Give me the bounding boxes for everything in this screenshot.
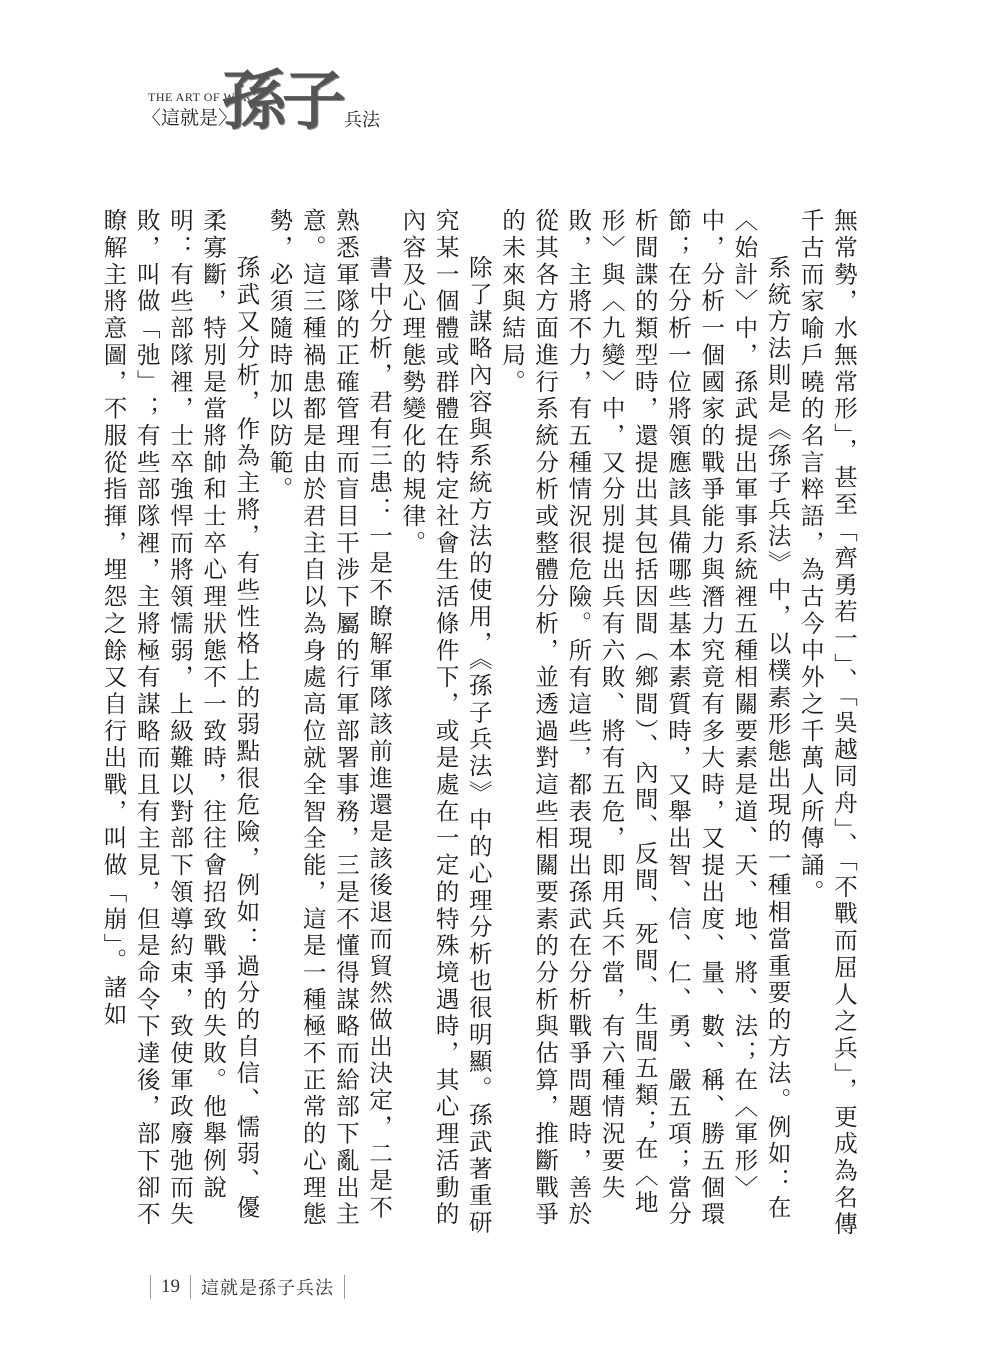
footer-divider-middle (190, 1275, 191, 1299)
page-body (99, 208, 860, 1240)
paragraph-3: 除了謀略內容與系統方法的使用，《孫子兵法》中的心理分析也很明顯。孫武著重研究某一個體或群體在特定社會生活條件下，或是處在一定的特殊境遇時，其心理活動的內容及心理態勢變化的規律。 (398, 208, 493, 1237)
running-title: 這就是孫子兵法 (201, 1278, 334, 1299)
book-logo (142, 62, 412, 152)
page-footer (140, 1272, 355, 1302)
logo-tail-title: 兵法 (344, 110, 380, 131)
paragraph-2: 系統方法則是《孫子兵法》中，以樸素形態出現的一種相當重要的方法。例如：在〈始計〉中，孫武提出軍事系統裡五種相關要素是道、天、地、將、法；在〈軍形〉中，分析一個國家的戰爭能力與潛力究竟有多大時，又提出度、量、數、稱、勝五個環節；在分析一位將領應該具備哪些基本素質時，又舉出智、信、仁、勇、嚴五項；當分析間諜的類型時，還提出其包括因間（鄉間）、內間、反間、死間、生間五類；在〈地形〉與〈九變〉中，又分別提出兵有六敗、將有五危，即用兵不當，有六種情況要失敗，主將不力，有五種情況很危險。所有這些，都表現出孫武在分析戰爭問題時，善於從其各方面進行系統分析或整體分析，並透過對這些相關要素的分析與估算，推斷戰爭的未來與結局。 (497, 208, 792, 1229)
logo-main-title: 孫子 (222, 64, 342, 139)
page-number: 19 (161, 1276, 180, 1297)
logo-english-title: THE ART OF WAR (148, 90, 252, 104)
footer-divider-right (344, 1275, 345, 1299)
paragraph-4: 書中分析，君有三患：一是不瞭解軍隊該前進還是該後退而貿然做出決定，二是不熟悉軍隊的正確管理而盲目干涉下屬的行軍部署事務，三是不懂得謀略而給部下亂出主意。這三種禍患都是由於君主自以為身處高位就全智全能，這是一種極不正常的心理態勢，必須隨時加以防範。 (265, 208, 394, 1229)
footer-divider-left (150, 1275, 151, 1299)
paragraph-1: 無常勢，水無常形」，甚至「齊勇若一」、「吳越同舟」、「不戰而屈人之兵」，更成為名傳千古而家喻戶曉的名言粹語，為古今中外之千萬人所傳誦。 (796, 208, 858, 1239)
logo-subtitle: 〈這就是〉 (142, 107, 238, 129)
paragraph-5: 孫武又分析，作為主將，有些性格上的弱點很危險，例如：過分的自信、懦弱、優柔寡斷，特別是當將帥和士卒心理狀態不一致時，往往會招致戰爭的失敗。他舉例說明：有些部隊裡，士卒強悍而將領懦弱，上級難以對部下領導約束，致使軍政廢弛而失敗，叫做「弛」；有些部隊裡，主將極有謀略而且有主見，但是命令下達後，部下卻不瞭解主將意圖，不服從指揮，埋怨之餘又自行出戰，叫做「崩」。諸如 (99, 208, 261, 1229)
